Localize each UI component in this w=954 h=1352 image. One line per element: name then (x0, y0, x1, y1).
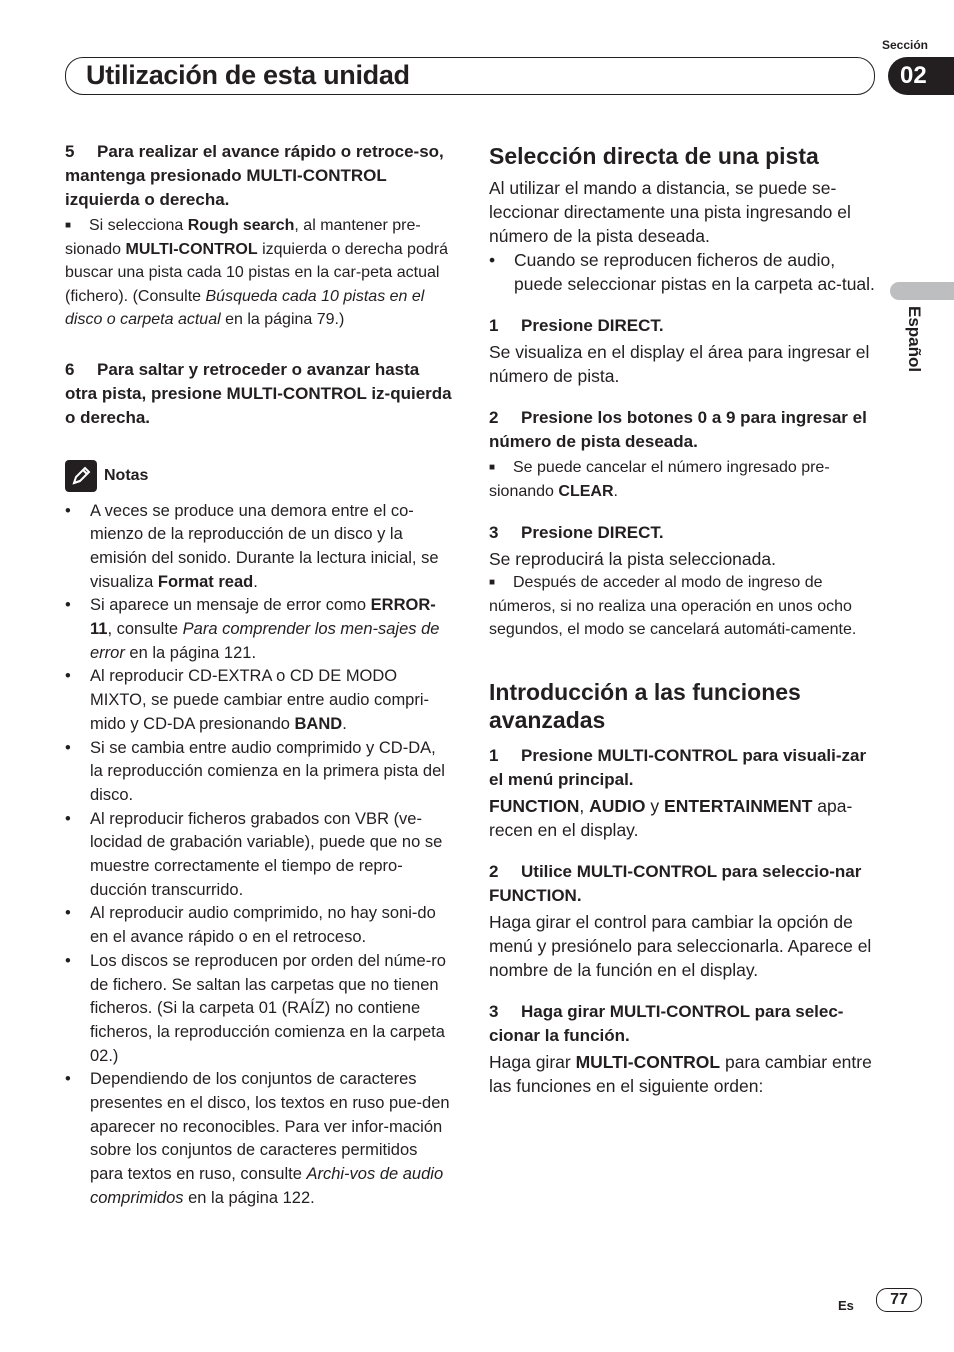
step-number: 2 (489, 861, 499, 881)
direct-step-3 (489, 521, 877, 545)
note-text: Si selecciona (89, 217, 188, 234)
list-item: • Si se cambia entre audio comprimido y CD-DA, la reproducción comienza en la primera pista del disco. (65, 737, 453, 808)
direct-step-2 (489, 406, 877, 454)
section-heading-advanced: Introducción a las funciones avanzadas (489, 678, 801, 733)
footer-language-code: Es (838, 1298, 854, 1313)
notes-title: Notas (104, 466, 149, 484)
step-number: 2 (489, 408, 499, 427)
note-italic-ref: Búsqueda cada 10 pistas en el disco o carpeta actual (65, 287, 425, 328)
list-item: • Si aparece un mensaje de error como ERROR-11, consulte Para comprender los men-sajes de error en la página 121. (65, 594, 453, 665)
list-item: • Al reproducir ficheros grabados con VBR (ve-locidad de grabación variable), puede que no se muestre correctamente el tiempo de repro-ducción transcurrido. (65, 808, 453, 903)
pencil-icon (65, 460, 97, 492)
step-number: 3 (489, 1001, 499, 1021)
language-tab (890, 282, 954, 300)
step-body: FUNCTION, AUDIO y ENTERTAINMENT apa-recen en el display. (489, 795, 853, 840)
step-body: Se reproducirá la pista seleccionada. (489, 549, 776, 569)
direct-step-1 (489, 314, 877, 338)
square-bullet-icon: ■ (489, 577, 496, 588)
step-text: Presione DIRECT. (521, 316, 664, 335)
step-note: ■ Se puede cancelar el número ingresado pre-sionando CLEAR. (489, 456, 877, 503)
list-item: • Cuando se reproducen ficheros de audio, puede seleccionar pistas en la carpeta ac-tual. (489, 248, 877, 296)
list-item: • A veces se produce una demora entre el co-mienzo de la reproducción de un disco y la emisión del sonido. Durante la lectura inicial, se visualiza Format read. (65, 500, 453, 595)
language-label (900, 306, 930, 396)
step-number: 3 (489, 523, 499, 542)
language-text: Español (905, 306, 924, 373)
step-body: Se visualiza en el display el área para ingresar el número de pista. (489, 342, 870, 386)
step-6 (65, 358, 453, 430)
advanced-step-2 (489, 860, 877, 908)
section-number-badge: 02 (888, 57, 954, 95)
notes-list (65, 500, 453, 1211)
step-text: Para saltar y retroceder o avanzar hasta otra pista, presione MULTI-CONTROL iz-quierda o derecha. (65, 359, 452, 427)
note-text: , al mantener pre-sionado (65, 217, 421, 258)
step-5 (65, 140, 453, 212)
page-number: 77 (876, 1288, 922, 1312)
step-text: Utilice MULTI-CONTROL para seleccio-nar FUNCTION. (489, 861, 862, 905)
step-body: Haga girar el control para cambiar la opción de menú y presiónelo para seleccionarla. Aparece el nombre de la función en el display. (489, 911, 872, 980)
note-bold: MULTI-CONTROL (125, 240, 258, 258)
step-number: 6 (65, 359, 75, 379)
chapter-title: Utilización de esta unidad (86, 60, 410, 90)
list-item: • Dependiendo de los conjuntos de caracteres presentes en el disco, los textos en ruso pue-den aparecer no reconocibles. Para ver infor-mación sobre los conjuntos de caracteres permitidos para textos en ruso, consulte Archi-vos de audio comprimidos en la página 122. (65, 1068, 453, 1210)
note-text: izquierda o derecha podrá buscar una pista cada 10 pistas en la car-peta actual (fichero). (Consulte (65, 240, 448, 305)
step-text: Haga girar MULTI-CONTROL para selec-cionar la función. (489, 1001, 844, 1045)
note-text: en la página 79.) (220, 311, 345, 328)
step-number: 1 (489, 316, 499, 335)
note-bold: Rough search (187, 217, 295, 234)
step-text: Presione MULTI-CONTROL para visuali-zar el menú principal. (489, 745, 867, 789)
left-column (65, 140, 453, 1211)
step-number: 1 (489, 745, 499, 765)
step-5-note (65, 214, 453, 332)
list-item: • Los discos se reproducen por orden del núme-ro de fichero. Se saltan las carpetas que no tienen ficheros. (Si la carpeta 01 (RAÍZ) no contiene ficheros, la reproducción comienza en la carpeta 02.) (65, 950, 453, 1069)
list-item: • Al reproducir CD-EXTRA o CD DE MODO MIXTO, se puede cambiar entre audio compri-mido y CD-DA presionando BAND. (65, 665, 453, 736)
advanced-step-1 (489, 744, 877, 792)
intro-bullets (489, 248, 877, 296)
section-heading-direct-track: Selección directa de una pista (489, 143, 819, 169)
chapter-header (65, 57, 875, 95)
right-column (489, 142, 877, 1098)
intro-paragraph: Al utilizar el mando a distancia, se puede se-leccionar directamente una pista ingresando el número de la pista deseada. (489, 178, 851, 246)
list-item: • Al reproducir audio comprimido, no hay soni-do en el avance rápido o en el retroceso. (65, 902, 453, 949)
advanced-step-3 (489, 1000, 877, 1048)
step-note: ■ Después de acceder al modo de ingreso de números, si no realiza una operación en unos ocho segundos, el modo se cancelará automáti-camente. (489, 571, 877, 642)
step-text: Presione DIRECT. (521, 523, 664, 542)
notes-heading (65, 458, 453, 494)
step-body: Haga girar MULTI-CONTROL para cambiar entre las funciones en el siguiente orden: (489, 1051, 872, 1096)
section-label: Sección (881, 38, 928, 52)
square-bullet-icon: ■ (489, 462, 496, 473)
step-number: 5 (65, 142, 75, 161)
step-text: Presione los botones 0 a 9 para ingresar el número de pista deseada. (489, 408, 867, 451)
step-text: Para realizar el avance rápido o retroce-so, mantenga presionado MULTI-CONTROL izquierda o derecha. (65, 142, 444, 209)
square-bullet-icon: ■ (65, 220, 72, 231)
